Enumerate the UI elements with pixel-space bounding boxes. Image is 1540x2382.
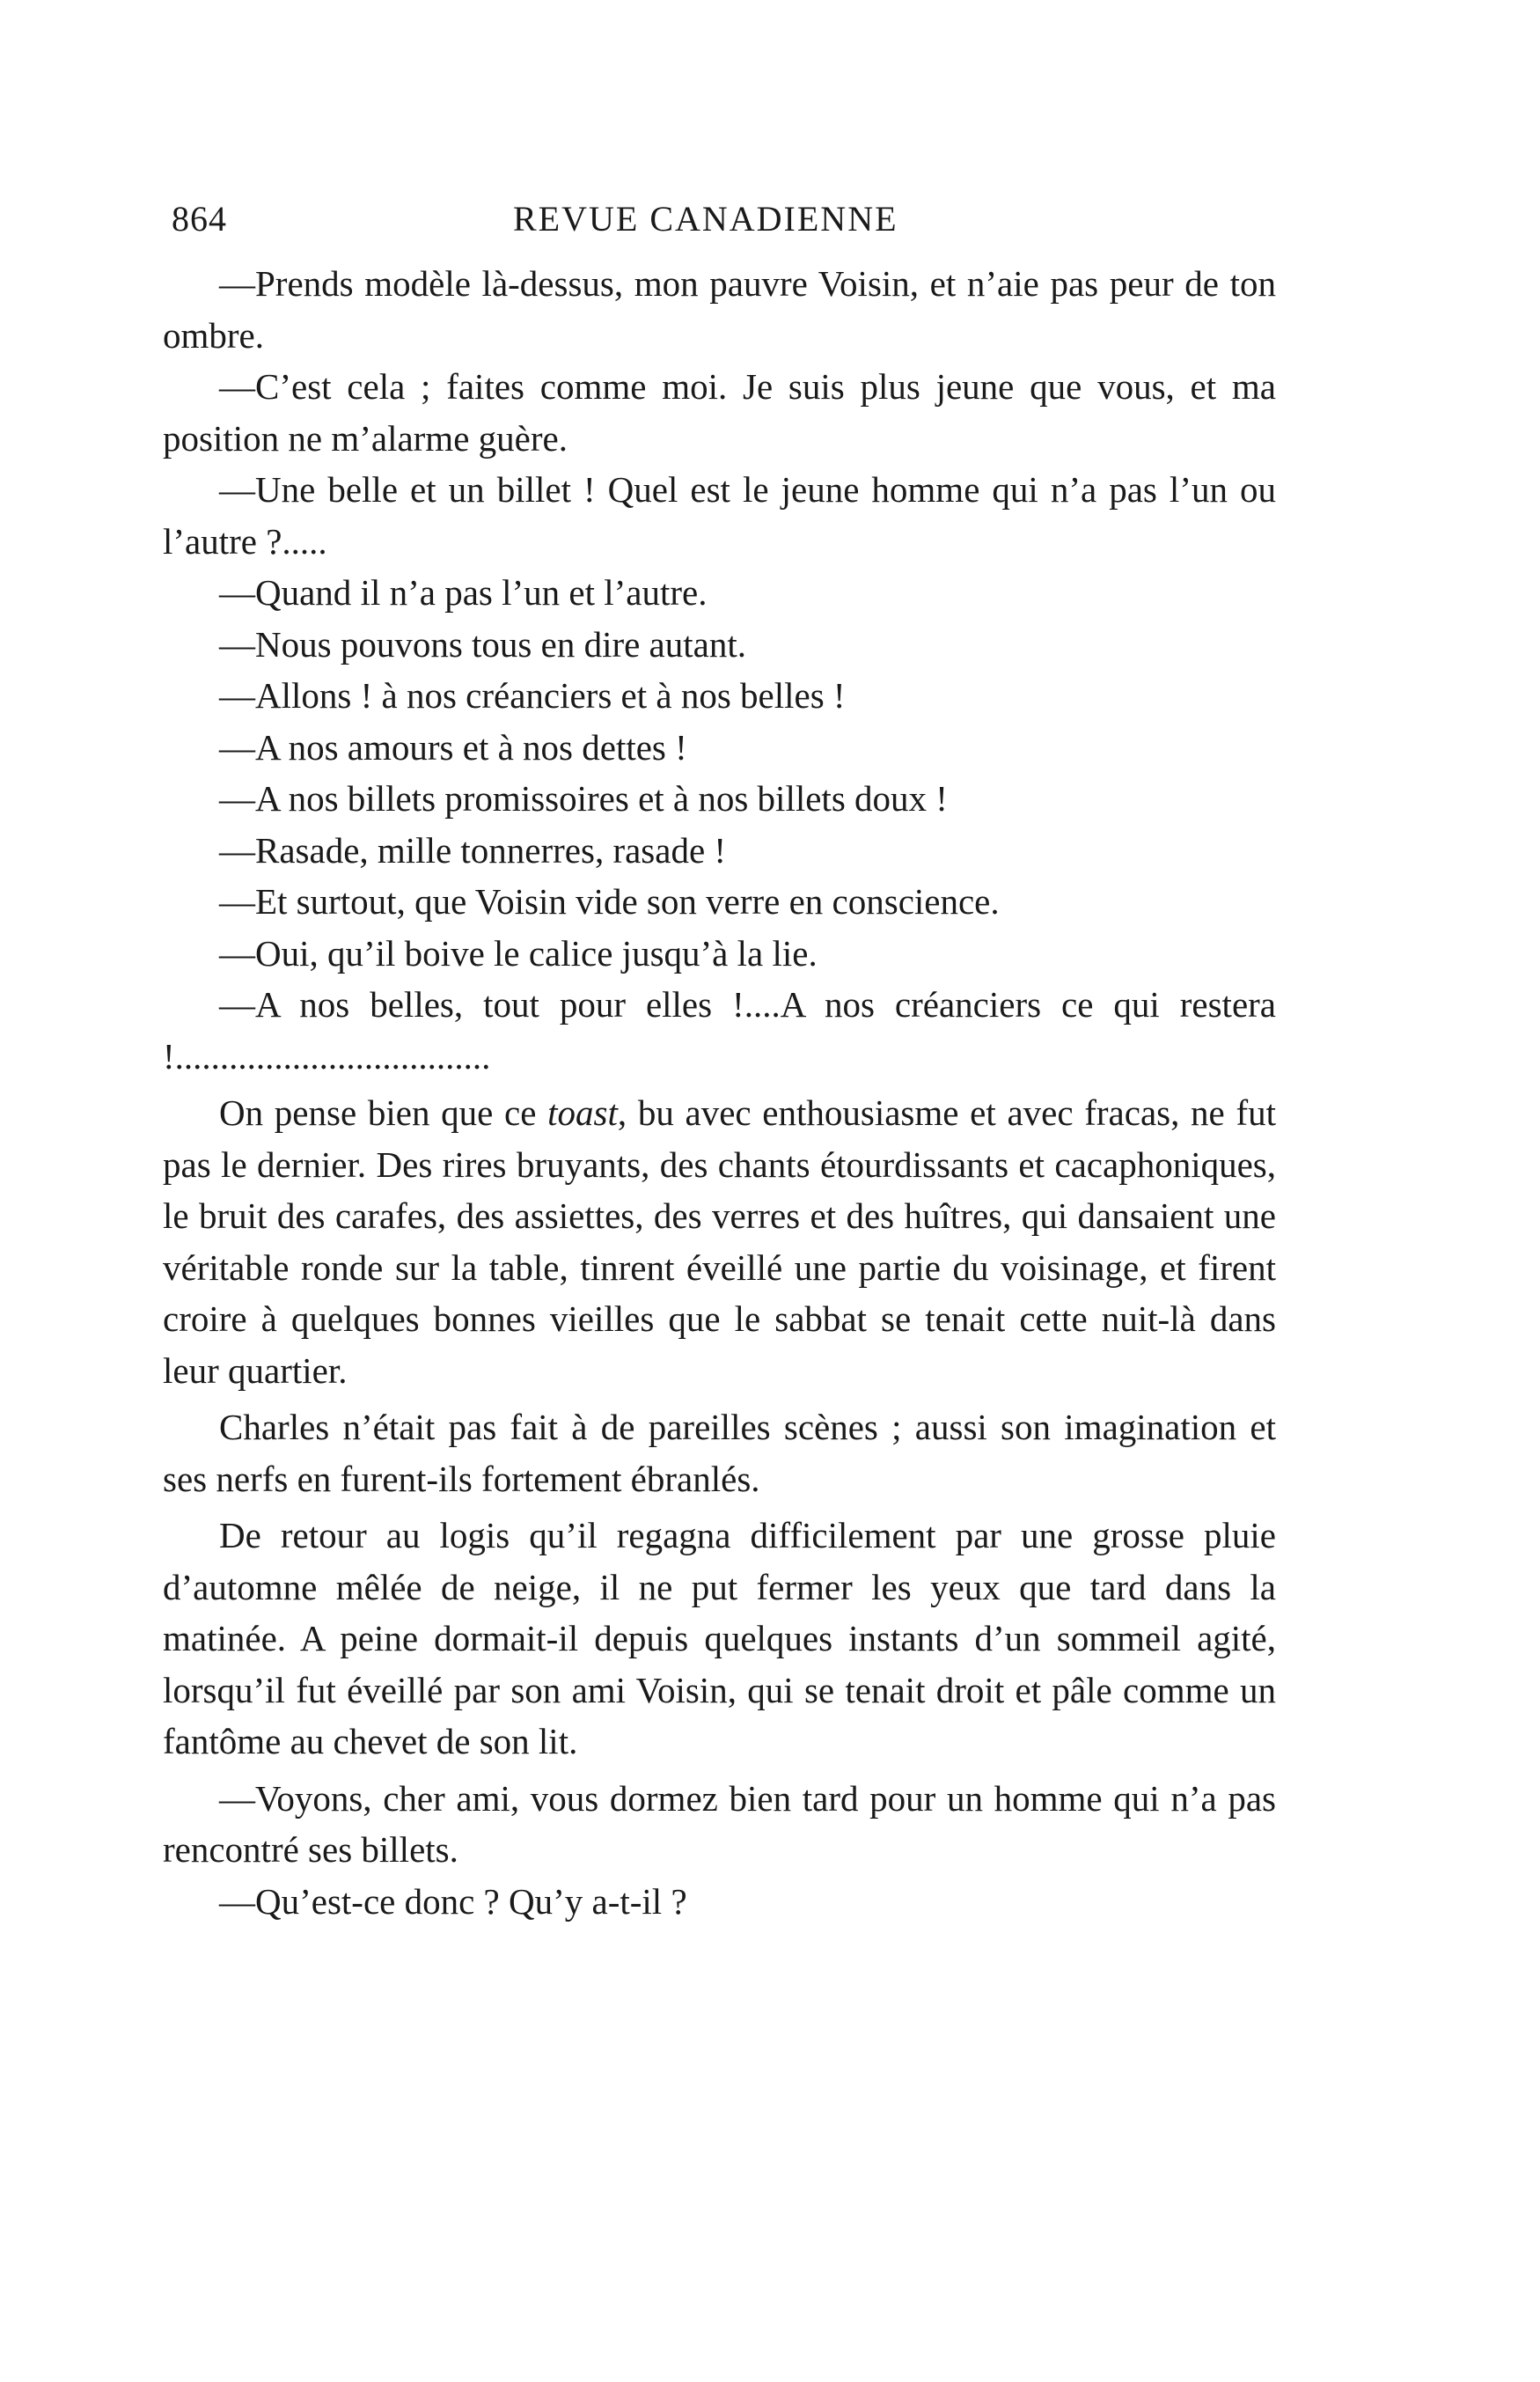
dialogue-line: —A nos amours et à nos dettes ! [219, 726, 687, 768]
dialogue-line: —Quand il n’a pas l’un et l’autre. [219, 572, 708, 613]
body-text [163, 258, 1276, 1927]
paragraph-text: , bu avec enthousiasme et avec fracas, ne fut pas le dernier. Des rires bruyants, des chants étourdissants et cacaphoniques, le bruit des carafes, des assiettes, des verres et des huîtres, qui dansaient une véritable ronde sur la table, tinrent éveillé une partie du voisinage, et firent croire à quelques bonnes vieilles que le sabbat se tenait cette nuit-là dans leur quartier. [163, 1092, 1276, 1391]
book-page [163, 198, 1276, 1927]
dialogue-line: —Allons ! à nos créanciers et à nos belles ! [219, 675, 846, 716]
dialogue-line: —Rasade, mille tonnerres, rasade ! [219, 829, 727, 871]
dialogue-line: —C’est cela ; faites comme moi. Je suis plus jeune que vous, et ma position ne m’alarme guère. [163, 366, 1276, 459]
dialogue-line: —Prends modèle là-dessus, mon pauvre Voisin, et n’aie pas peur de ton ombre. [163, 263, 1276, 356]
running-title: REVUE CANADIENNE [513, 199, 898, 239]
narrative-paragraph: Charles n’était pas fait à de pareilles scènes ; aussi son imagination et ses nerfs en furent-ils fortement ébranlés. [163, 1407, 1276, 1499]
dialogue-line: —Et surtout, que Voisin vide son verre en conscience. [219, 881, 1000, 922]
italic-word: toast [547, 1092, 618, 1133]
dialogue-line: —Qu’est-ce donc ? Qu’y a-t-il ? [219, 1880, 687, 1922]
paragraph-text: On pense bien que ce [219, 1092, 548, 1133]
page-header [163, 198, 1276, 251]
dialogue-line: —Une belle et un billet ! Quel est le jeune homme qui n’a pas l’un ou l’autre ?..... [163, 469, 1276, 562]
dialogue-line-toast: —A nos belles, tout pour elles !....A nos créanciers ce qui restera !................................... [163, 984, 1276, 1077]
narrative-paragraph: De retour au logis qu’il regagna difficilement par une grosse pluie d’automne mêlée de neige, il ne put fermer les yeux que tard dans la matinée. A peine dormait-il depuis quelques instants d’un sommeil agité, lorsqu’il fut éveillé par son ami Voisin, qui se tenait droit et pâle comme un fantôme au chevet de son lit. [163, 1515, 1276, 1761]
dialogue-line: —Voyons, cher ami, vous dormez bien tard pour un homme qui n’a pas rencontré ses billets. [163, 1777, 1276, 1870]
page-number: 864 [172, 199, 227, 239]
dialogue-line: —Oui, qu’il boive le calice jusqu’à la lie. [219, 932, 818, 974]
dialogue-line: —Nous pouvons tous en dire autant. [219, 623, 746, 665]
narrative-paragraph [163, 1087, 1276, 1396]
dialogue-line: —A nos billets promissoires et à nos billets doux ! [219, 778, 948, 819]
